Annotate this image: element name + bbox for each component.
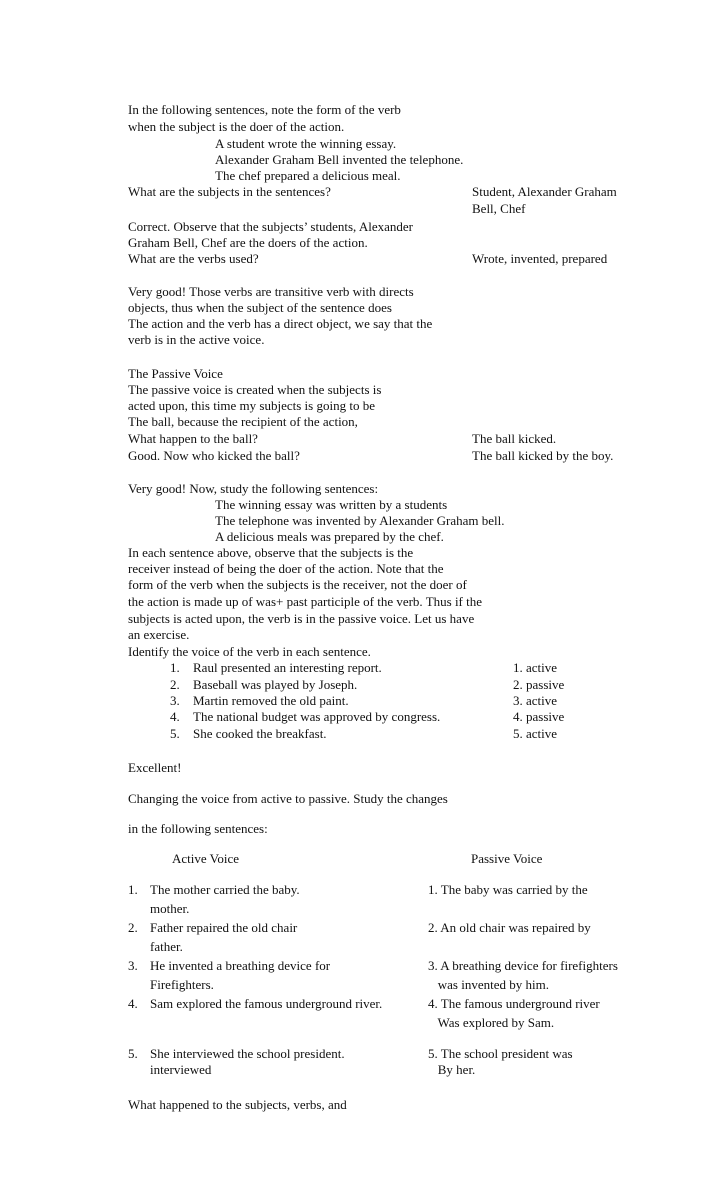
exercise-answer: 2. passive [513, 677, 565, 692]
passive-sentence: 5. The school president was [428, 1046, 573, 1061]
exercise-sentence: Raul presented an interesting report. [193, 660, 382, 675]
table-row-number: 3. [128, 958, 138, 973]
table-row-number: 4. [128, 996, 138, 1011]
active-sentence: Firefighters. [150, 977, 214, 992]
answer-who: The ball kicked by the boy. [472, 448, 614, 463]
paragraph-line: objects, thus when the subject of the sentence does [128, 300, 392, 315]
passive-sentence: By her. [428, 1062, 476, 1077]
table-row-number: 1. [128, 882, 138, 897]
changing-line: in the following sentences: [128, 821, 268, 836]
passive-sentence: 2. An old chair was repaired by [428, 920, 591, 935]
active-example: A student wrote the winning essay. [215, 136, 397, 151]
question-verbs: What are the verbs used? [128, 251, 259, 266]
paragraph-line: Very good! Those verbs are transitive verb with directs [128, 284, 414, 299]
table-row-number: 5. [128, 1046, 138, 1061]
paragraph-line: subjects is acted upon, the verb is in the passive voice. Let us have [128, 611, 475, 626]
paragraph-line: form of the verb when the subjects is the receiver, not the doer of [128, 577, 467, 592]
passive-sentence: 1. The baby was carried by the [428, 882, 588, 897]
exercise-number: 4. [170, 709, 180, 724]
active-sentence: He invented a breathing device for [150, 958, 331, 973]
answer-subjects: Student, Alexander Graham [472, 184, 617, 199]
passive-example: A delicious meals was prepared by the chef. [215, 529, 444, 544]
paragraph-line: verb is in the active voice. [128, 332, 265, 347]
exercise-answer: 1. active [513, 660, 558, 675]
exercise-answer: 3. active [513, 693, 558, 708]
exercise-sentence: She cooked the breakfast. [193, 726, 327, 741]
active-sentence: Father repaired the old chair [150, 920, 298, 935]
active-example: Alexander Graham Bell invented the telephone. [215, 152, 464, 167]
active-sentence: interviewed [150, 1062, 212, 1077]
paragraph-line: receiver instead of being the doer of the action. Note that the [128, 561, 444, 576]
section-heading: The Passive Voice [128, 366, 223, 381]
exercise-answer: 4. passive [513, 709, 565, 724]
exercise-number: 2. [170, 677, 180, 692]
intro-line: when the subject is the doer of the action. [128, 119, 345, 134]
passive-voice-header: Passive Voice [471, 851, 543, 866]
exercise-instruction: Identify the voice of the verb in each sentence. [128, 644, 371, 659]
intro-line: In the following sentences, note the form of the verb [128, 102, 401, 117]
paragraph-line: acted upon, this time my subjects is going to be [128, 398, 375, 413]
passive-example: The telephone was invented by Alexander Graham bell. [215, 513, 505, 528]
table-row-number: 2. [128, 920, 138, 935]
passive-sentence: 3. A breathing device for firefighters [428, 958, 618, 973]
paragraph-line: In each sentence above, observe that the subjects is the [128, 545, 414, 560]
answer-subjects: Bell, Chef [472, 201, 526, 216]
exercise-number: 1. [170, 660, 180, 675]
excellent-line: Excellent! [128, 760, 182, 775]
active-sentence: mother. [150, 901, 190, 916]
paragraph-line: The ball, because the recipient of the action, [128, 414, 358, 429]
paragraph-line: Correct. Observe that the subjects’ students, Alexander [128, 219, 413, 234]
exercise-sentence: The national budget was approved by congress. [193, 709, 441, 724]
active-sentence: father. [150, 939, 183, 954]
paragraph-line: an exercise. [128, 627, 190, 642]
passive-sentence: Was explored by Sam. [428, 1015, 555, 1030]
passive-example: The winning essay was written by a students [215, 497, 448, 512]
exercise-number: 3. [170, 693, 180, 708]
changing-line: Changing the voice from active to passive. Study the changes [128, 791, 448, 806]
active-sentence: Sam explored the famous underground river. [150, 996, 383, 1011]
exercise-answer: 5. active [513, 726, 558, 741]
exercise-sentence: Baseball was played by Joseph. [193, 677, 358, 692]
paragraph-line: the action is made up of was+ past participle of the verb. Thus if the [128, 594, 483, 609]
answer-verbs: Wrote, invented, prepared [472, 251, 608, 266]
answer-ball: The ball kicked. [472, 431, 557, 446]
exercise-sentence: Martin removed the old paint. [193, 693, 349, 708]
active-voice-header: Active Voice [172, 851, 240, 866]
question-ball: What happen to the ball? [128, 431, 258, 446]
paragraph-line: Graham Bell, Chef are the doers of the action. [128, 235, 368, 250]
question-subjects: What are the subjects in the sentences? [128, 184, 331, 199]
study-intro: Very good! Now, study the following sentences: [128, 481, 379, 496]
passive-sentence: 4. The famous underground river [428, 996, 600, 1011]
question-who: Good. Now who kicked the ball? [128, 448, 300, 463]
final-line: What happened to the subjects, verbs, and [128, 1097, 347, 1112]
passive-sentence: was invented by him. [428, 977, 549, 992]
paragraph-line: The passive voice is created when the subjects is [128, 382, 382, 397]
exercise-number: 5. [170, 726, 180, 741]
active-sentence: She interviewed the school president. [150, 1046, 345, 1061]
active-sentence: The mother carried the baby. [150, 882, 300, 897]
active-example: The chef prepared a delicious meal. [215, 168, 401, 183]
paragraph-line: The action and the verb has a direct object, we say that the [128, 316, 433, 331]
